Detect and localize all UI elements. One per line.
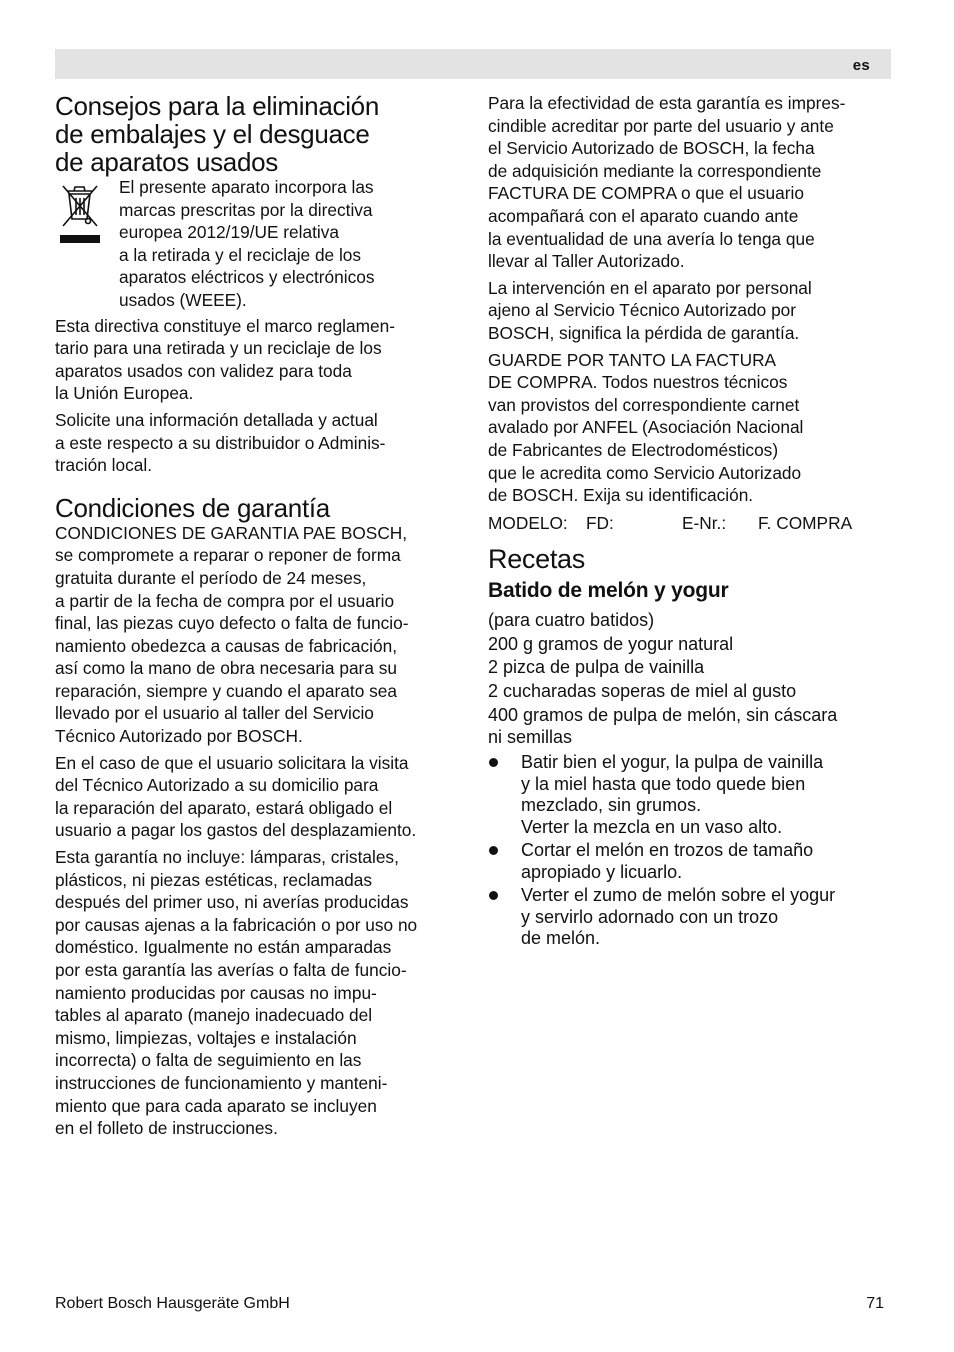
- warranty-paragraph-2: En el caso de que el usuario solicitara la visita del Técnico Autorizado a su domicilio para la reparación del aparato, estará obligado el usuario a pagar los gastos del desplazamiento.: [55, 752, 417, 841]
- recipes-title: Recetas: [488, 543, 585, 574]
- step-item: [488, 885, 900, 950]
- page-number: 71: [866, 1295, 884, 1312]
- enr-label: E-Nr.:: [682, 512, 727, 533]
- language-code: es: [852, 57, 870, 74]
- model-label: MODELO:: [488, 512, 568, 533]
- bullet-icon: [489, 846, 498, 855]
- ingredients-list: [488, 610, 900, 749]
- crossed-bin-icon: [57, 176, 105, 312]
- step-text: Batir bien el yogur, la pulpa de vainilla y la miel hasta que todo quede bien mezclado, sin grumos. Verter la mezcla en un vaso alto.: [521, 752, 824, 837]
- ingredient-item: 200 g gramos de yogur natural: [488, 633, 734, 654]
- fd-label: FD:: [586, 512, 614, 533]
- warranty-paragraph-5: La intervención en el aparato por personal ajeno al Servicio Técnico Autorizado por BOSCH, significa la pérdida de garantía.: [488, 277, 812, 343]
- ingredient-item: (para cuatro batidos): [488, 609, 655, 630]
- ingredient-item: 2 pizca de pulpa de vainilla: [488, 657, 705, 678]
- left-column: [55, 92, 465, 1140]
- bullet-icon: [489, 758, 498, 767]
- model-fields: [488, 512, 900, 534]
- warranty-paragraph-3: Esta garantía no incluye: lámparas, cristales, plásticos, ni piezas estéticas, reclamadas después del primer uso, ni averías producidas por causas ajenas a la fabricación o por uso no doméstico. Igualmente no están amparadas por esta garantía las averías o falta de funcio- namiento producidas por causas no impu- tables al aparato (manejo inadecuado del mismo, limpiezas, voltajes e instalación incorrecta) o falta de seguimiento en las instrucciones de funcionamiento y manteni- miento que para cada aparato se incluyen en el folleto de instrucciones.: [55, 847, 418, 1139]
- warranty-title: Condiciones de garantía: [55, 492, 330, 523]
- recipe-title: Batido de melón y yogur: [488, 578, 729, 602]
- directive-text: Esta directiva constituye el marco reglamen- tario para una retirada y un reciclaje de los aparatos usados con validez para toda la Unión Europea.: [55, 315, 396, 404]
- disposal-title: Consejos para la eliminación de embalajes y el desguace de aparatos usados: [55, 91, 380, 177]
- warranty-paragraph-1: CONDICIONES DE GARANTIA PAE BOSCH, se compromete a reparar o reponer de forma gratuita durante el período de 24 meses, a partir de la fecha de compra por el usuario final, las piezas cuyo defecto o falta de funcio- namiento obedezca a causas de fabricación, así como la mano de obra necesaria para su reparación, siempre y cuando el aparato sea llevado por el usuario al taller del Servicio Técnico Autorizado por BOSCH.: [55, 522, 409, 747]
- warranty-paragraph-6: GUARDE POR TANTO LA FACTURA DE COMPRA. Todos nuestros técnicos van provistos del correspondiente carnet avalado por ANFEL (Asociación Nacional de Fabricantes de Electrodomésticos) que le acredita como Servicio Autorizado de BOSCH. Exija su identificación.: [488, 349, 804, 506]
- right-column: [488, 92, 900, 952]
- weee-block: [55, 176, 465, 312]
- purchase-label: F. COMPRA: [758, 512, 853, 533]
- footer-company: Robert Bosch Hausgeräte GmbH: [55, 1295, 290, 1312]
- ingredient-item: 400 gramos de pulpa de melón, sin cáscara ni semillas: [488, 705, 838, 747]
- ingredient-item: 2 cucharadas soperas de miel al gusto: [488, 681, 797, 702]
- step-text: Verter el zumo de melón sobre el yogur y servirlo adornado con un trozo de melón.: [521, 885, 836, 949]
- info-text: Solicite una información detallada y actual a este respecto a su distribuidor o Adminis- tración local.: [55, 409, 386, 476]
- header-bar: [55, 49, 891, 79]
- step-item: [488, 840, 900, 883]
- step-text: Cortar el melón en trozos de tamaño apropiado y licuarlo.: [521, 840, 814, 882]
- recipe-steps: [488, 752, 900, 950]
- warranty-paragraph-4: Para la efectividad de esta garantía es impres- cindible acreditar por parte del usuario y ante el Servicio Autorizado de BOSCH, la fecha de adquisición mediante la correspondiente FACTURA DE COMPRA o que el usuario acompañará con el aparato cuando ante la eventualidad de una avería lo tenga que llevar al Taller Autorizado.: [488, 93, 846, 272]
- step-item: [488, 752, 900, 838]
- bullet-icon: [489, 891, 498, 900]
- weee-text: El presente aparato incorpora las marcas prescritas por la directiva europea 2012/19/UE relativa a la retirada y el reciclaje de los aparatos eléctricos y electrónicos usados (WEEE).: [119, 177, 375, 310]
